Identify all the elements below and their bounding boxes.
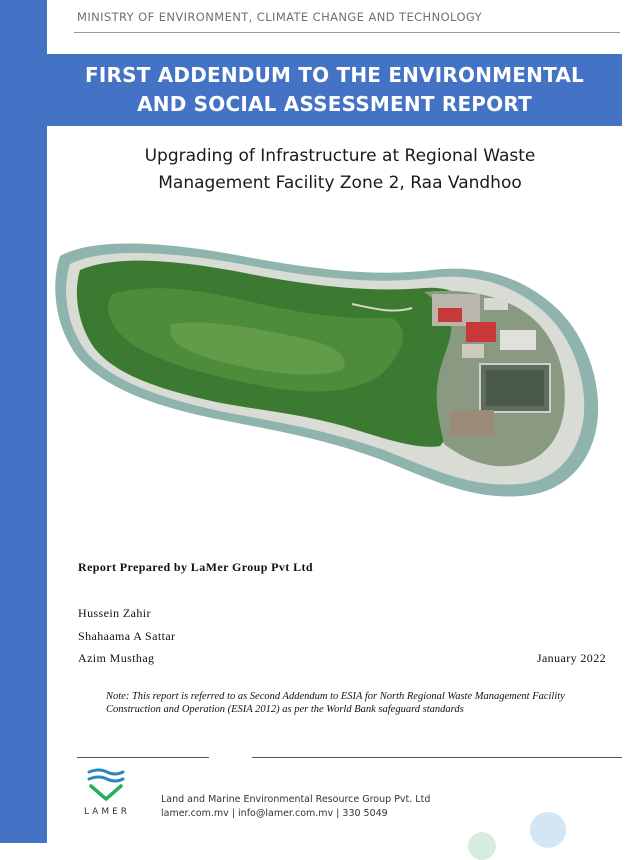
- footer-divider-left: [77, 757, 209, 758]
- report-title-line-2: AND SOCIAL ASSESSMENT REPORT: [137, 92, 532, 116]
- ministry-name: MINISTRY OF ENVIRONMENT, CLIMATE CHANGE AND TECHNOLOGY: [77, 10, 483, 24]
- report-date: January 2022: [536, 651, 606, 665]
- company-name: Land and Marine Environmental Resource Group Pvt. Ltd: [161, 794, 431, 805]
- subtitle-line-1: Upgrading of Infrastructure at Regional Waste: [144, 146, 536, 166]
- aerial-island-photo: [52, 234, 602, 500]
- report-title-line-1: FIRST ADDENDUM TO THE ENVIRONMENTAL: [85, 63, 584, 87]
- report-note: Note: This report is referred to as Second Addendum to ESIA for North Regional Waste Management Facility Construction and Operation (ESIA 2012) as per the World Bank safeguard standards: [106, 691, 565, 715]
- title-banner: [47, 54, 622, 126]
- footer-divider-right: [252, 757, 622, 758]
- left-accent-bar: [0, 0, 47, 843]
- decorative-circle: [468, 832, 496, 860]
- header-divider: [74, 32, 620, 33]
- author-name: Hussein Zahir: [78, 606, 151, 620]
- lamer-logo-text: LAMER: [83, 807, 131, 817]
- company-contact: lamer.com.mv | info@lamer.com.mv | 330 5049: [161, 808, 388, 819]
- author-name: Azim Musthag: [78, 651, 155, 665]
- prepared-by: Report Prepared by LaMer Group Pvt Ltd: [78, 560, 313, 574]
- subtitle-line-2: Management Facility Zone 2, Raa Vandhoo: [158, 173, 522, 193]
- author-name: Shahaama A Sattar: [78, 629, 176, 643]
